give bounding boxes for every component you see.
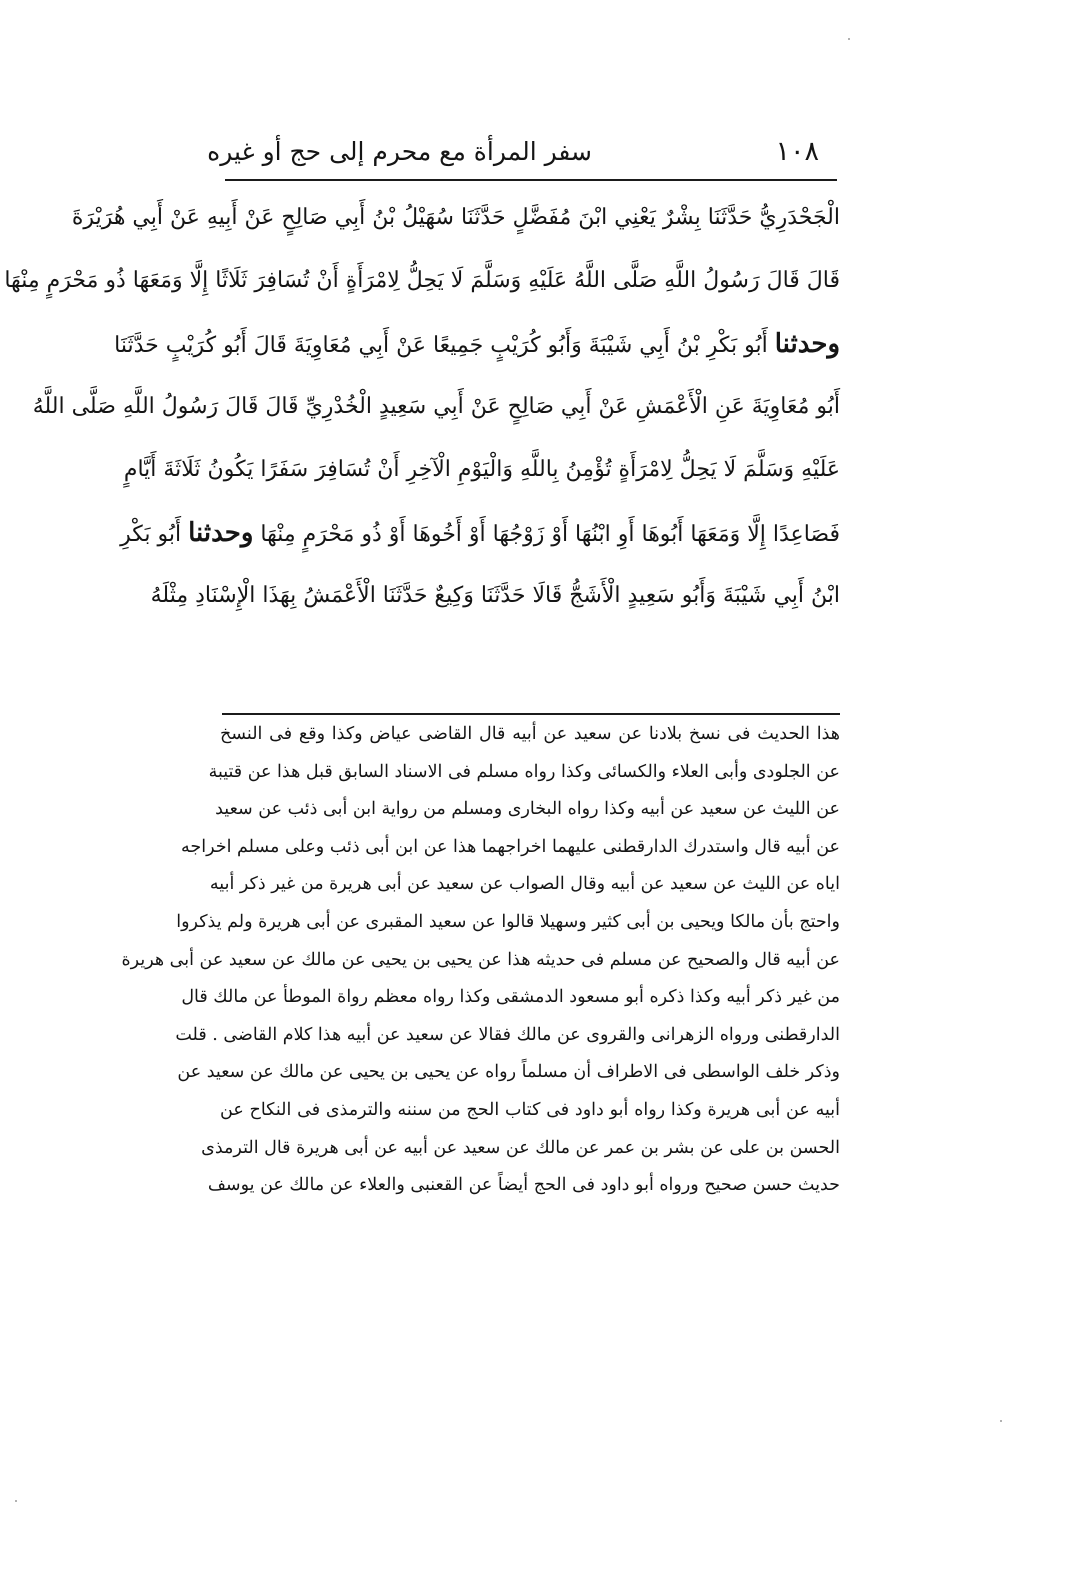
commentary-line: هذا الحديث فى نسخ بلادنا عن سعيد عن أبيه قال القاضى عياض وكذا وقع فى النسخ [220,724,840,744]
hadith-line-text: فَصَاعِدًا إِلَّا وَمَعَهَا أَبُوهَا أَوِ ابْنُهَا أَوْ زَوْجُهَا أَوْ أَخُوهَا أَوْ ذُو مَحْرَمٍ مِنْهَا [260,522,840,547]
commentary-line: وذكر خلف الواسطى فى الاطراف أن مسلماً رواه عن يحيى بن يحيى عن مالك عن سعيد عن [177,1062,840,1083]
commentary-line: عن الليث عن سعيد عن أبيه وكذا رواه البخارى ومسلم من رواية ابن أبى ذئب عن سعيد [215,799,840,820]
commentary-line: عن أبيه قال واستدرك الدارقطنى عليهما اخراجهما هذا عن ابن أبى ذئب وعلى مسلم اخراجه [181,836,840,857]
commentary-line: الدارقطنى ورواه الزهرانى والقروى عن مالك فقالا عن سعيد عن أبيه هذا كلام القاضى . قلت [175,1024,840,1045]
commentary-line: واحتج بأن مالكا ويحيى بن أبى كثير وسهيلا قالوا عن سعيد المقبرى عن أبى هريرة ولم يذكروا [176,911,840,932]
hadith-line [123,442,840,505]
commentary-line: أبيه عن أبى هريرة وكذا رواه أبو داود فى كتاب الحج من سننه والترمذى فى النكاح عن [220,1099,840,1120]
commentary-line: عن أبيه قال والصحيح عن مسلم فى حديثه هذا عن يحيى بن يحيى عن مالك عن سعيد عن أبى هريرة [121,949,840,970]
commentary-line: عن الجلودى وأبى العلاء والكسائى وكذا رواه مسلم فى الاسناد السابق قبل هذا عن قتيبة [208,761,840,782]
hadith-text [4,190,840,631]
paper-speck [15,1500,17,1502]
hadith-line-text: أَبُو مُعَاوِيَةَ عَنِ الْأَعْمَشِ عَنْ أَبِي صَالِحٍ عَنْ أَبِي سَعِيدٍ الْخُدْرِيِّ قَالَ قَالَ رَسُولُ اللَّهِ صَلَّى اللَّهُ [32,394,840,419]
paper-speck [1000,1420,1002,1422]
page-number: ١٠٨ [775,136,819,167]
hadith-line [4,253,840,316]
running-header [207,132,837,176]
hadith-line-text: عَلَيْهِ وَسَلَّمَ لَا يَحِلُّ لِامْرَأَةٍ تُؤْمِنُ بِاللَّهِ وَالْيَوْمِ الْآخِرِ أَنْ تُسَافِرَ سَفَرًا يَكُونُ ثَلَاثَةَ أَيَّامٍ [123,457,840,482]
hadith-line [120,505,840,568]
hadith-marker: وحدثنا [774,329,840,359]
header-rule [225,179,837,181]
commentary-text [121,716,840,1205]
paper-speck [848,38,850,40]
hadith-line-text: قَالَ قَالَ رَسُولُ اللَّهِ صَلَّى اللَّهُ عَلَيْهِ وَسَلَّمَ لَا يَحِلُّ لِامْرَأَةٍ أَنْ تُسَافِرَ ثَلَاثًا إِلَّا وَمَعَهَا ذُو مَحْرَمٍ مِنْهَا [4,268,840,293]
hadith-line-text: أَبُو بَكْرِ [120,522,182,547]
hadith-line-text: أَبُو بَكْرِ بْنُ أَبِي شَيْبَةَ وَأَبُو كُرَيْبٍ جَمِيعًا عَنْ أَبِي مُعَاوِيَةَ قَالَ أَبُو كُرَيْبٍ حَدَّثَنَا [114,333,768,358]
hadith-line [71,190,840,253]
hadith-marker: وحدثنا [188,518,254,548]
section-rule [222,713,840,715]
commentary-line: حديث حسن صحيح ورواه أبو داود فى الحج أيضاً عن القعنبى والعلاء عن مالك عن يوسف [207,1175,840,1196]
hadith-line [32,379,840,442]
hadith-line-text: الْجَحْدَرِيُّ حَدَّثَنَا بِشْرٌ يَعْنِي ابْنَ مُفَضَّلٍ حَدَّثَنَا سُهَيْلُ بْنُ أَبِي صَالِحٍ عَنْ أَبِيهِ عَنْ أَبِي هُرَيْرَةَ [71,205,840,230]
hadith-line-text: ابْنُ أَبِي شَيْبَةَ وَأَبُو سَعِيدٍ الْأَشَجُّ قَالَا حَدَّثَنَا وَكِيعٌ حَدَّثَنَا الْأَعْمَشُ بِهَذَا الْإِسْنَادِ مِثْلَهُ [150,583,840,608]
commentary-line: اياه عن الليث عن سعيد عن أبيه وقال الصواب عن سعيد عن أبى هريرة من غير ذكر أبيه [209,874,840,895]
hadith-line [150,568,840,631]
chapter-title: سفر المرأة مع محرم إلى حج أو غيره [207,137,592,166]
hadith-line [114,316,840,379]
commentary-line: الحسن بن على عن بشر بن عمر عن مالك عن سعيد عن أبيه عن أبى هريرة قال الترمذى [201,1137,840,1158]
commentary-line: من غير ذكر أبيه وكذا ذكره أبو مسعود الدمشقى وكذا رواه معظم رواة الموطأ عن مالك قال [181,987,840,1008]
